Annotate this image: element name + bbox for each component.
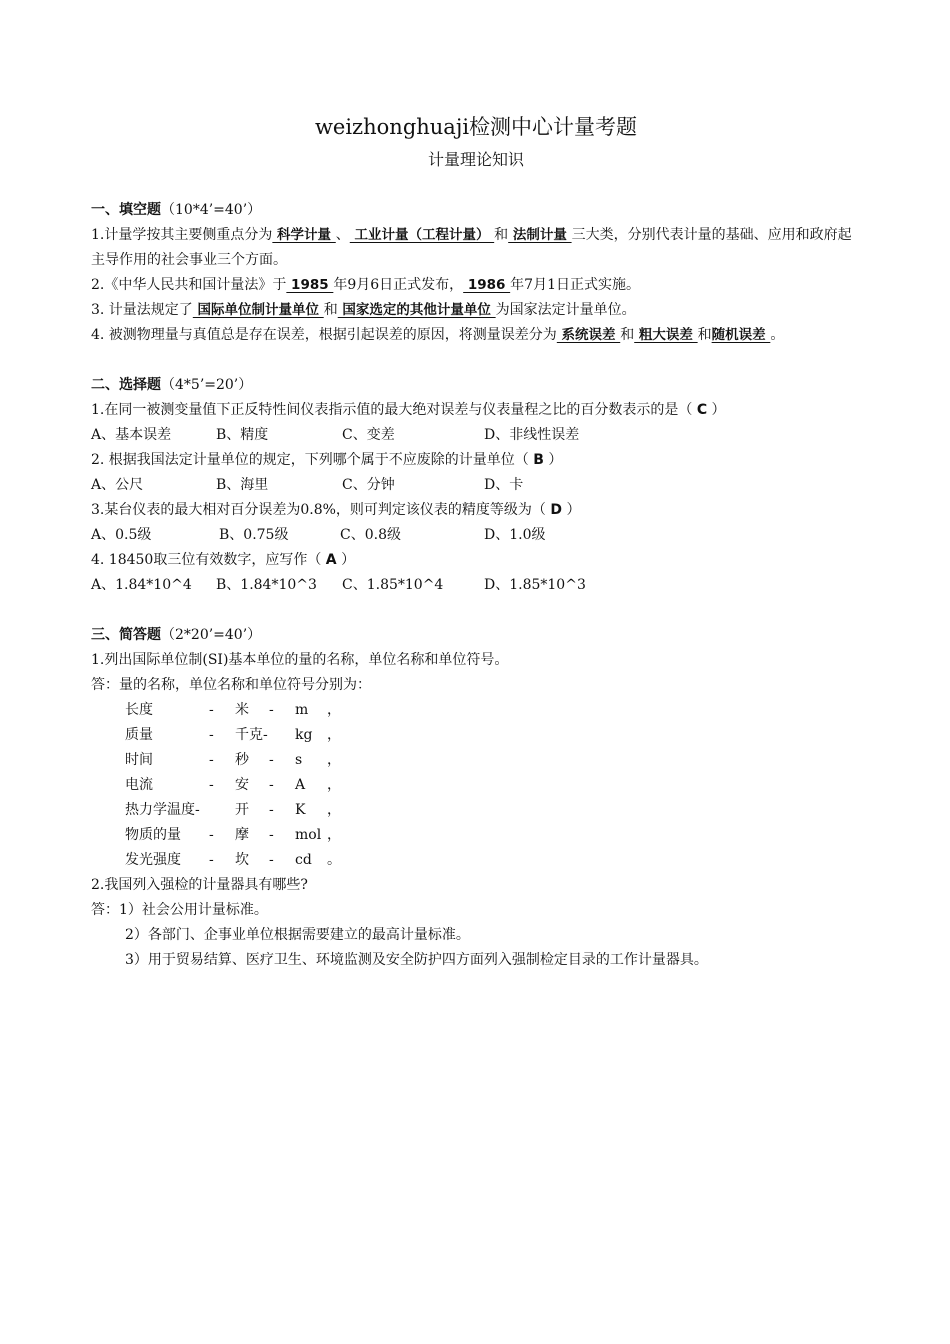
answer-text: 法制计量 (508, 227, 572, 243)
choice-options-2 (91, 473, 861, 498)
short-question-1: 1.列出国际单位制(SI)基本单位的量的名称，单位名称和单位符号。 (91, 652, 509, 668)
fill-question-3: 3. 计量法规定了 国际单位制计量单位 和 国家选定的其他计量单位 为国家法定计量单位。 (91, 302, 636, 318)
option-c: C、0.8级 (340, 527, 401, 543)
choice-answer: C (696, 402, 708, 418)
si-unit-row: 长度 - 米 - m ， (125, 702, 341, 718)
short-answer-2-line: 答：1）社会公用计量标准。 (91, 902, 268, 918)
option-a: A、公尺 (91, 477, 144, 493)
si-unit-row: 发光强度 - 坎 - cd 。 (125, 852, 341, 868)
answer-text: 科学计量 (272, 227, 336, 243)
answer-text: 随机误差 (711, 327, 771, 343)
option-c: C、变差 (342, 427, 395, 443)
choice-question-1: 1.在同一被测变量值下正反特性间仪表指示值的最大绝对误差与仪表量程之比的百分数表示的是（ C ） (91, 402, 726, 418)
choice-answer: D (550, 502, 562, 518)
si-unit-row: 热力学温度- 开 - K ， (125, 802, 341, 818)
section2-heading: 二、选择题（4*5’=20’） (91, 377, 253, 393)
option-d: D、卡 (484, 477, 524, 493)
answer-text: 粗大误差 (634, 327, 698, 343)
answer-text: 1985 (286, 277, 334, 293)
choice-answer: B (533, 452, 544, 468)
option-d: D、1.0级 (484, 527, 546, 543)
page-title: weizhonghuaji检测中心计量考题 (314, 115, 638, 139)
fill-question-2: 2.《中华人民共和国计量法》于 1985 年9月6日正式发布， 1986 年7月1日正式实施。 (91, 277, 640, 293)
si-unit-row: 时间 - 秒 - s ， (125, 752, 341, 768)
choice-options-1 (91, 423, 861, 448)
short-question-2: 2.我国列入强检的计量器具有哪些? (91, 877, 308, 893)
option-d: D、非线性误差 (484, 427, 580, 443)
option-b: B、海里 (216, 477, 269, 493)
option-b: B、1.84*10^3 (216, 577, 317, 593)
short-answer-2-line: 3）用于贸易结算、医疗卫生、环境监测及安全防护四方面列入强制检定目录的工作计量器具。 (125, 952, 708, 968)
option-c: C、1.85*10^4 (342, 577, 444, 593)
choice-answer: A (325, 552, 337, 568)
option-c: C、分钟 (342, 477, 395, 493)
choice-options-4 (91, 573, 861, 598)
choice-options-3 (91, 523, 861, 548)
option-b: B、0.75级 (219, 527, 289, 543)
answer-text: 工业计量（工程计量） (349, 227, 495, 243)
option-d: D、1.85*10^3 (484, 577, 586, 593)
answer-text: 1986 (463, 277, 511, 293)
answer-text: 国际单位制计量单位 (192, 302, 324, 318)
short-answer-2-line: 2）各部门、企事业单位根据需要建立的最高计量标准。 (125, 927, 470, 943)
option-a: A、1.84*10^4 (91, 577, 192, 593)
choice-question-2: 2. 根据我国法定计量单位的规定，下列哪个属于不应废除的计量单位（ B ） (91, 452, 563, 468)
option-a: A、基本误差 (91, 427, 172, 443)
si-unit-row: 物质的量 - 摩 - mol ， (125, 827, 341, 843)
si-unit-row: 质量 - 千克- kg ， (125, 727, 341, 743)
page-subtitle: 计量理论知识 (427, 150, 524, 169)
choice-question-4: 4. 18450取三位有效数字，应写作（ A ） (91, 552, 356, 568)
si-unit-row: 电流 - 安 - A ， (125, 777, 341, 793)
option-a: A、0.5级 (91, 527, 152, 543)
section1-heading: 一、填空题（10*4’=40’） (91, 202, 262, 218)
fill-question-1: 1.计量学按其主要侧重点分为 科学计量 、 工业计量（工程计量） 和 法制计量 三大类，分别代表计量的基础、应用和政府起主导作用的社会事业三个方面。 (91, 227, 852, 268)
short-answer-1-intro: 答：量的名称，单位名称和单位符号分别为： (91, 677, 371, 693)
answer-text: 国家选定的其他计量单位 (337, 302, 496, 318)
fill-question-4: 4. 被测物理量与真值总是存在误差，根据引起误差的原因，将测量误差分为 系统误差 和 粗大误差 和随机误差 。 (91, 327, 785, 343)
document-page (91, 112, 861, 973)
section3-heading: 三、简答题（2*20’=40’） (91, 627, 262, 643)
option-b: B、精度 (216, 427, 269, 443)
answer-text: 系统误差 (556, 327, 621, 343)
choice-question-3: 3.某台仪表的最大相对百分误差为0.8%，则可判定该仪表的精度等级为（ D ） (91, 502, 581, 518)
